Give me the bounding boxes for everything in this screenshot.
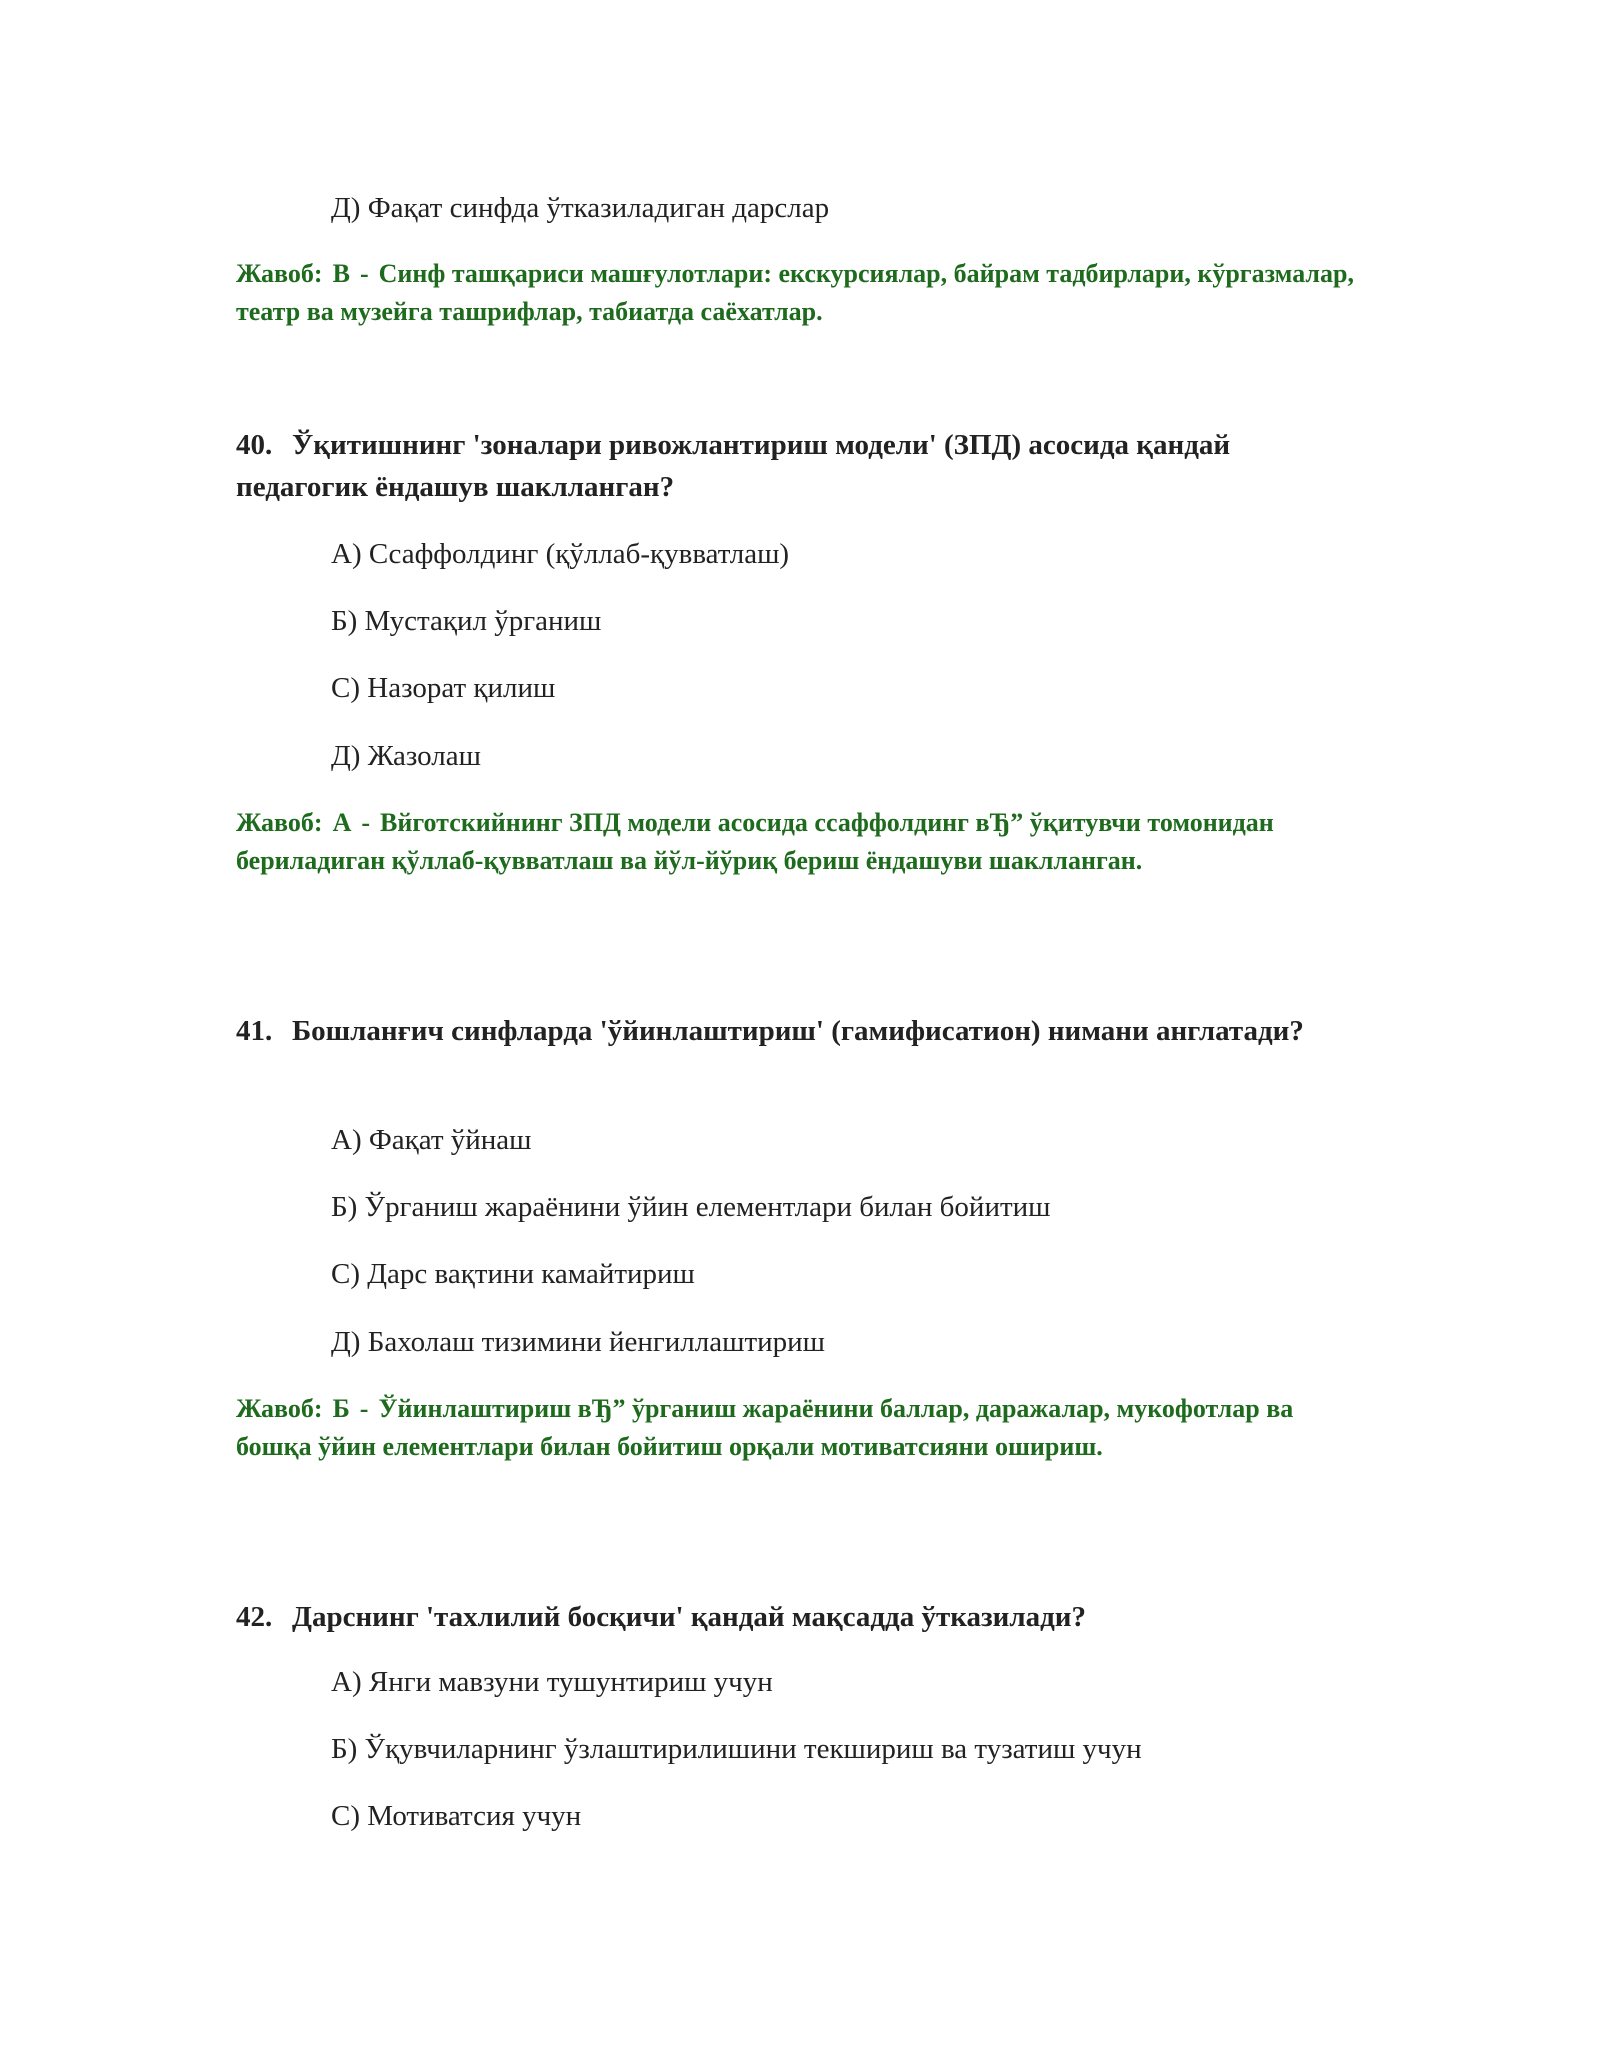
option-d: Д) Бахолаш тизимини йенгиллаштириш: [331, 1326, 825, 1358]
option-a: А) Фақат ўйнаш: [331, 1124, 532, 1156]
option-a: А) Ссаффолдинг (қўллаб-қувватлаш): [331, 538, 790, 570]
question-text: Ўқитишнинг 'зоналари ривожлантириш модели' (ЗПД) асосида қандай педагогик ёндашув шаклланган?: [236, 429, 1231, 503]
answer-label: Жавоб:: [236, 1394, 323, 1423]
option-c: С) Мотиватсия учун: [331, 1800, 582, 1832]
option-d: Д) Жазолаш: [331, 740, 481, 772]
question-41: [236, 1010, 1356, 1052]
answer-letter: В: [332, 259, 350, 288]
option-b: Б) Ўрганиш жараёнини ўйин елементлари билан бойитиш: [331, 1191, 1051, 1223]
answer-explanation: Вйготскийнинг ЗПД модели асосида ссаффолдинг вЂ” ўқитувчи томонидан бериладиган қўллаб-қувватлаш ва йўл-йўриқ бериш ёндашуви шаклланган.: [236, 808, 1274, 875]
question-text: Бошланғич синфларда 'ўйинлаштириш' (гамифисатион) нимани англатади?: [292, 1015, 1304, 1047]
option-d: Д) Фақат синфда ўтказиладиган дарслар: [331, 192, 830, 224]
option-b: Б) Ўқувчиларнинг ўзлаштирилишини текшириш ва тузатиш учун: [331, 1733, 1142, 1765]
question-number: 42.: [236, 1601, 273, 1633]
answer-letter: А: [332, 808, 352, 837]
answer-explanation: Ўйинлаштириш вЂ” ўрганиш жараёнини баллар, даражалар, мукофотлар ва бошқа ўйин елементлари билан бойитиш орқали мотиватсияни ошириш.: [236, 1394, 1294, 1461]
question-text: Дарснинг 'тахлилий босқичи' қандай мақсадда ўтказилади?: [292, 1601, 1087, 1633]
option-c: С) Дарс вақтини камайтириш: [331, 1258, 695, 1290]
question-number: 40.: [236, 429, 273, 461]
answer-dash: -: [359, 259, 369, 288]
answer-block: [236, 255, 1356, 331]
answer-dash: -: [361, 808, 371, 837]
question-40: [236, 424, 1356, 508]
question-number: 41.: [236, 1015, 273, 1047]
question-42: [236, 1596, 1356, 1638]
option-b: Б) Мустақил ўрганиш: [331, 605, 602, 637]
answer-label: Жавоб:: [236, 259, 323, 288]
option-a: А) Янги мавзуни тушунтириш учун: [331, 1666, 773, 1698]
option-c: С) Назорат қилиш: [331, 672, 556, 704]
answer-block: [236, 804, 1356, 880]
answer-label: Жавоб:: [236, 808, 323, 837]
answer-explanation: Синф ташқариси машғулотлари: екскурсиялар, байрам тадбирлари, кўргазмалар, театр ва музейга ташрифлар, табиатда саёхатлар.: [236, 259, 1354, 326]
answer-block: [236, 1390, 1356, 1466]
answer-dash: -: [359, 1394, 369, 1423]
answer-letter: Б: [332, 1394, 350, 1423]
